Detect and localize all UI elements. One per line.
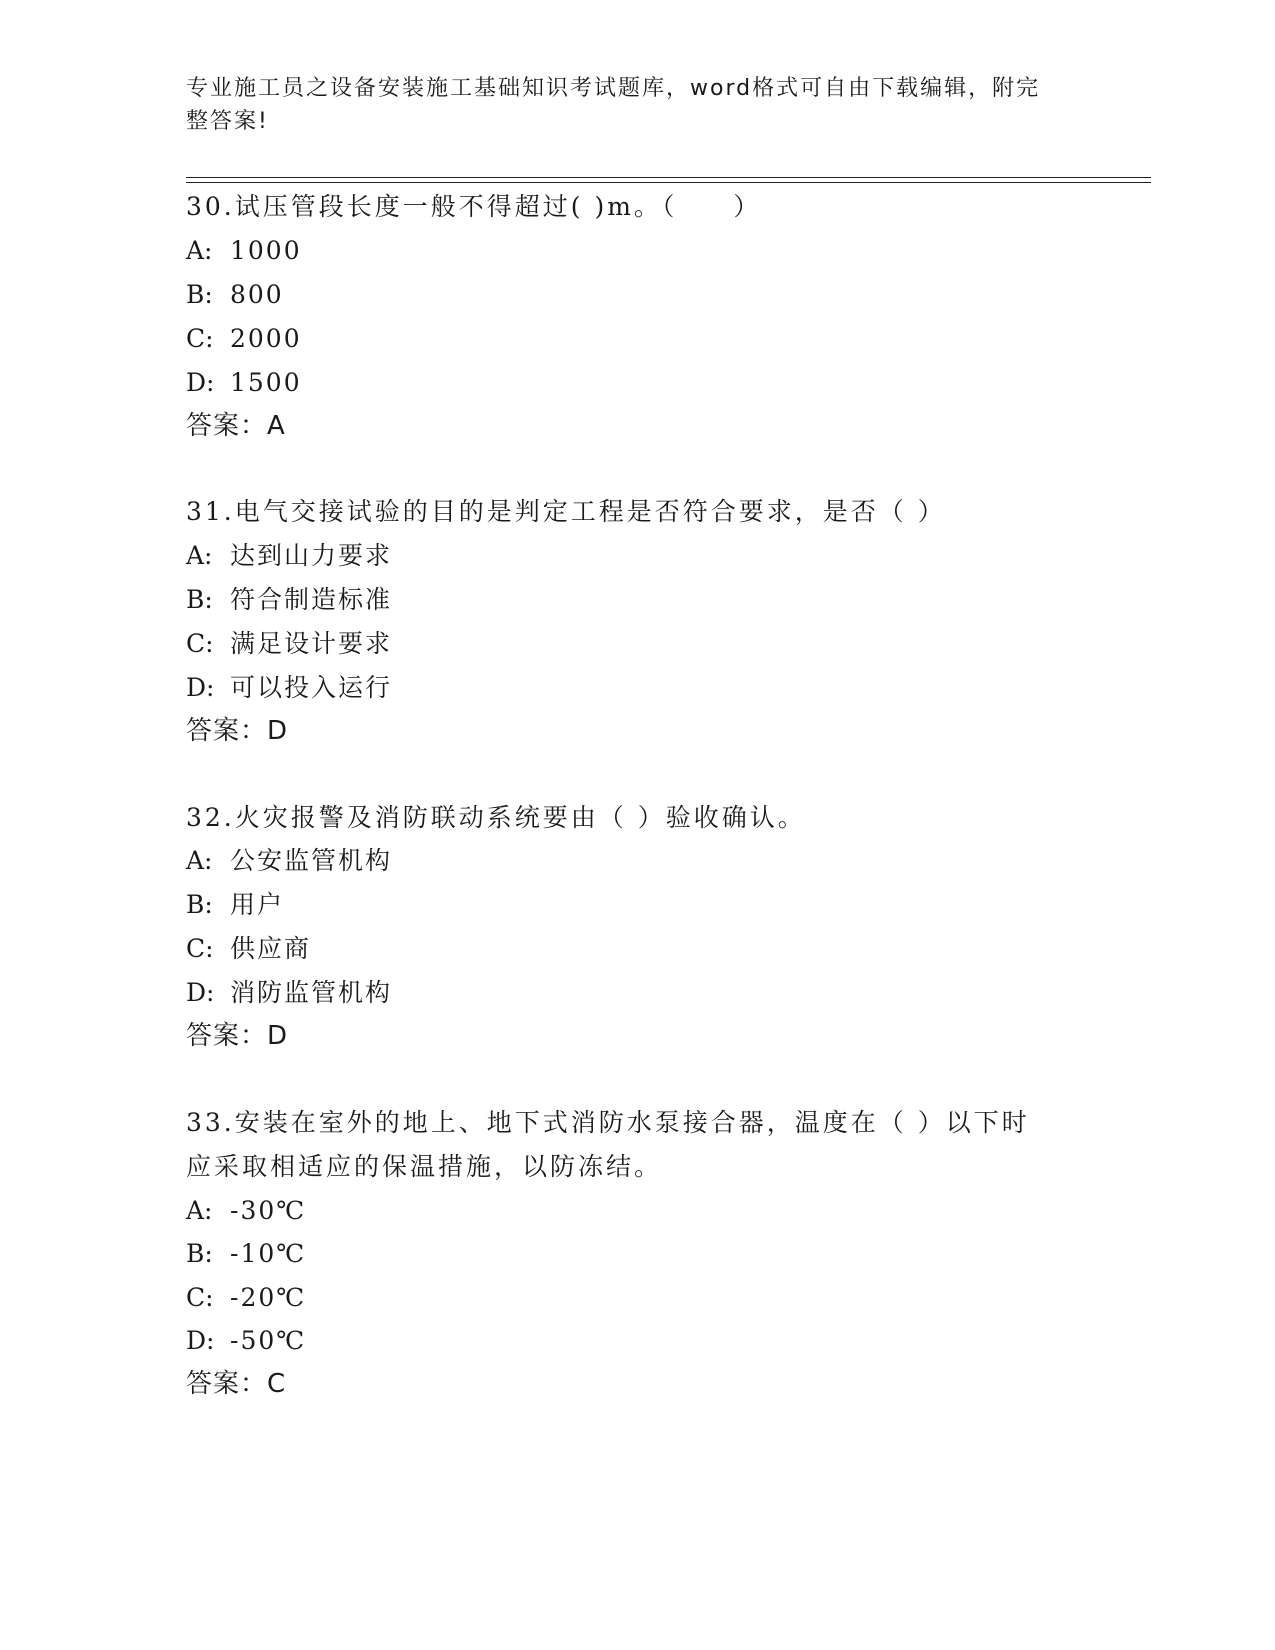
option-item	[186, 628, 392, 660]
question-stem-continued: 应采取相适应的保温措施，以防冻结。	[186, 1152, 663, 1181]
option-label: D:	[186, 1326, 215, 1355]
question-stem: 31.电气交接试验的目的是判定工程是否符合要求，是否（ ）	[186, 497, 946, 526]
header-line-2: 整答案!	[186, 109, 269, 134]
option-label: A:	[186, 541, 213, 570]
option-text: 供应商	[230, 934, 312, 963]
option-item	[186, 845, 392, 877]
header-divider-top	[186, 177, 1151, 178]
question-stem: 32.火灾报警及消防联动系统要由（ ）验收确认。	[186, 803, 806, 832]
option-label: C:	[186, 1283, 214, 1312]
option-item	[186, 279, 284, 311]
option-text: -50℃	[230, 1326, 307, 1355]
option-label: C:	[186, 934, 214, 963]
option-text: 达到山力要求	[230, 541, 393, 570]
option-label: D:	[186, 673, 215, 702]
option-label: B:	[186, 1239, 213, 1268]
option-text: 用户	[230, 890, 285, 919]
option-item	[186, 540, 392, 572]
option-label: D:	[186, 978, 215, 1007]
option-item	[186, 367, 302, 399]
option-label: C:	[186, 324, 214, 353]
document-header	[186, 72, 1066, 138]
option-label: A:	[186, 236, 213, 265]
option-label: C:	[186, 629, 214, 658]
option-text: 符合制造标准	[230, 585, 393, 614]
header-divider-bottom	[186, 182, 1151, 183]
answer-line: 答案：A	[186, 411, 286, 441]
option-item	[186, 933, 311, 965]
option-text: 1000	[230, 236, 302, 265]
option-label: D:	[186, 368, 215, 397]
option-text: -20℃	[230, 1283, 307, 1312]
option-text: -10℃	[230, 1239, 307, 1268]
header-line-1: 专业施工员之设备安装施工基础知识考试题库，word格式可自由下载编辑，附完	[186, 76, 1041, 101]
option-item	[186, 672, 392, 704]
option-item	[186, 1282, 306, 1314]
option-text: 消防监管机构	[230, 978, 393, 1007]
answer-line: 答案：D	[186, 1021, 289, 1051]
option-item	[186, 584, 392, 616]
option-label: B:	[186, 890, 213, 919]
option-item	[186, 1325, 306, 1357]
option-item	[186, 1195, 306, 1227]
option-text: 1500	[230, 368, 302, 397]
option-text: -30℃	[230, 1196, 307, 1225]
option-item	[186, 235, 302, 267]
option-label: B:	[186, 585, 213, 614]
option-text: 可以投入运行	[230, 673, 393, 702]
question-stem: 30.试压管段长度一般不得超过( )m。（ ）	[186, 192, 762, 221]
option-text: 公安监管机构	[230, 846, 393, 875]
option-text: 800	[230, 280, 284, 309]
answer-line: 答案：D	[186, 716, 289, 746]
question-stem: 33.安装在室外的地上、地下式消防水泵接合器，温度在（ ）以下时	[186, 1108, 1030, 1137]
option-item	[186, 977, 392, 1009]
option-item	[186, 323, 302, 355]
option-item	[186, 889, 284, 921]
option-text: 2000	[230, 324, 302, 353]
option-label: A:	[186, 1196, 213, 1225]
option-text: 满足设计要求	[230, 629, 393, 658]
option-label: A:	[186, 846, 213, 875]
answer-line: 答案：C	[186, 1369, 287, 1399]
option-label: B:	[186, 280, 213, 309]
option-item	[186, 1238, 306, 1270]
